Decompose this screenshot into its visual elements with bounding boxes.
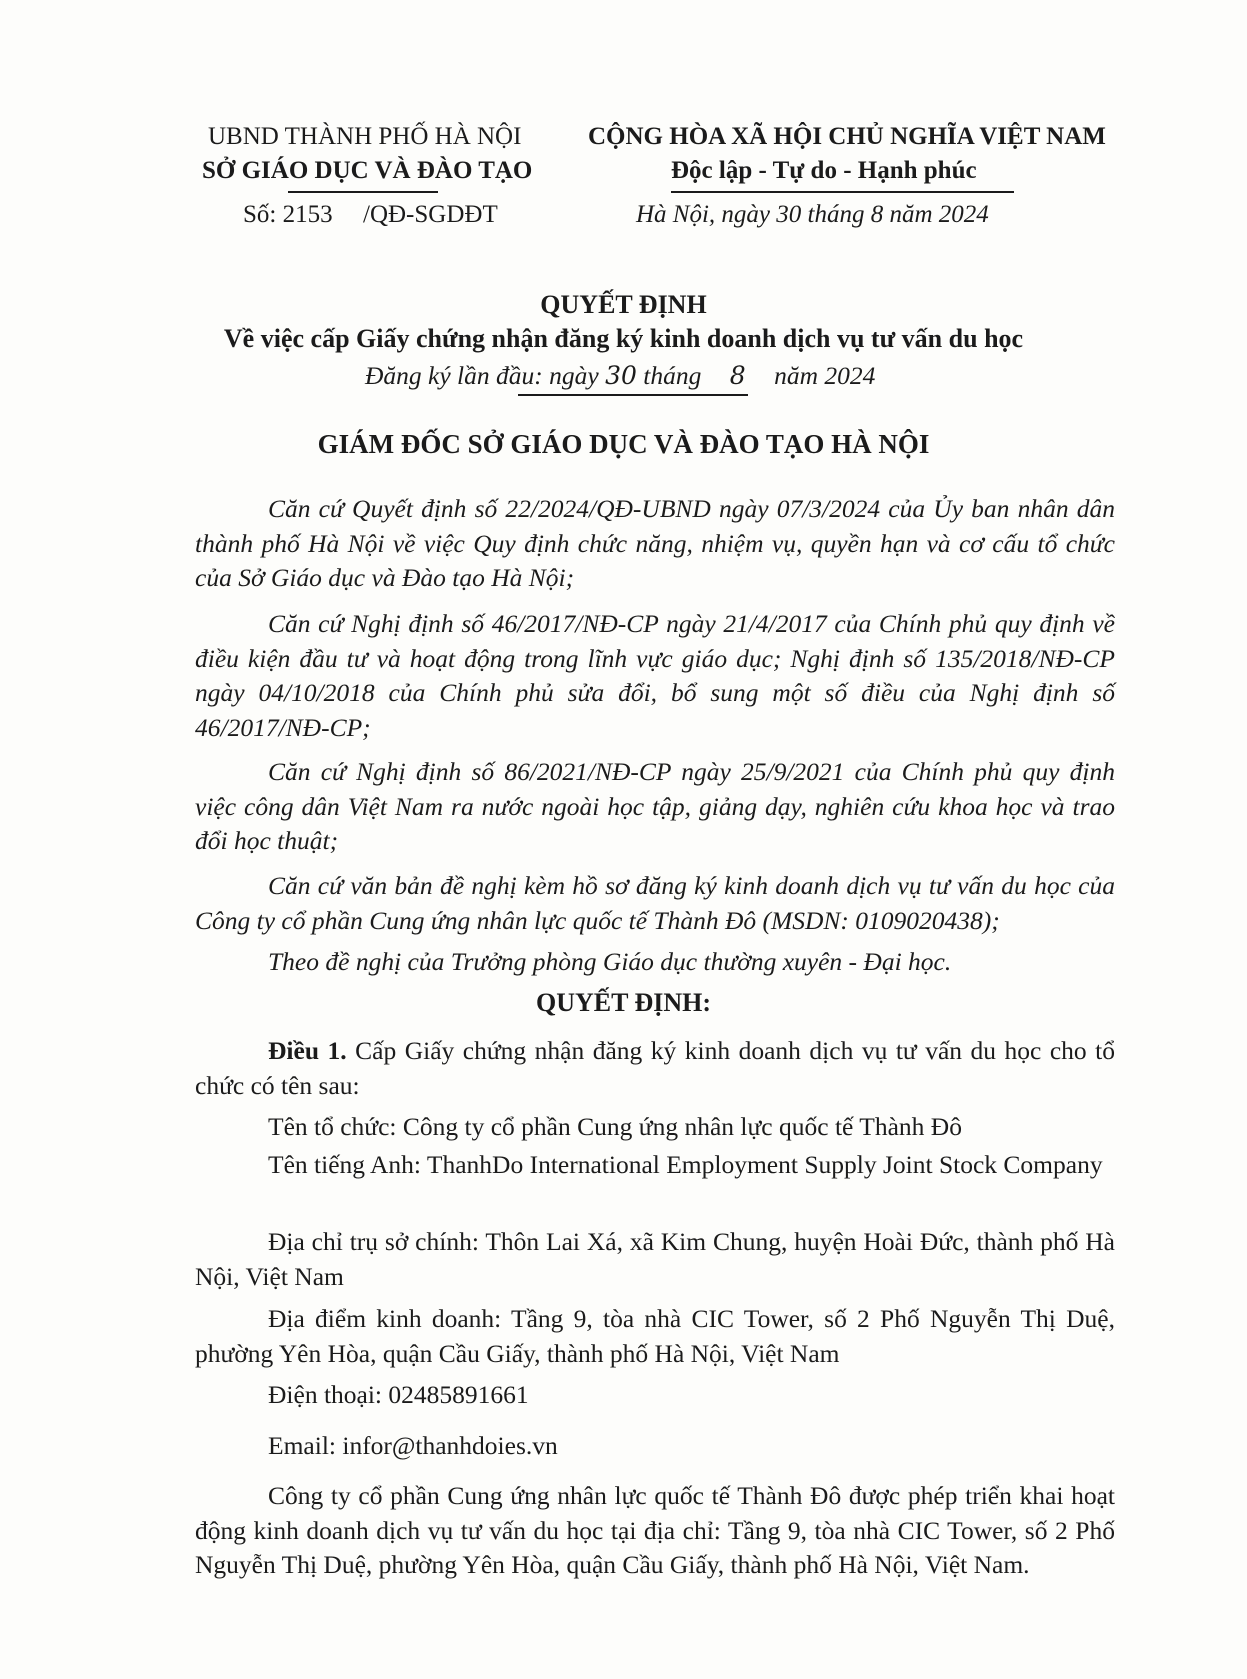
business-location: Địa điểm kinh doanh: Tầng 9, tòa nhà CIC Tower, số 2 Phố Nguyễn Thị Duệ, phường Yên Hòa, quận Cầu Giấy, thành phố Hà Nội, Việt Nam <box>195 1304 1115 1368</box>
motto-underline <box>671 191 1014 193</box>
legal-basis-4: Căn cứ văn bản đề nghị kèm hồ sơ đăng ký kinh doanh dịch vụ tư vấn du học của Công ty cổ phần Cung ứng nhân lực quốc tế Thành Đô (MSDN: 0109020438); <box>195 871 1115 935</box>
legal-basis-1: Căn cứ Quyết định số 22/2024/QĐ-UBND ngày 07/3/2024 của Ủy ban nhân dân thành phố Hà Nội về việc Quy định chức năng, nhiệm vụ, quyền hạn và cơ cấu tổ chức của Sở Giáo dục và Đào tạo Hà Nội; <box>195 494 1115 592</box>
document-subject: Về việc cấp Giấy chứng nhận đăng ký kinh doanh dịch vụ tư vấn du học <box>223 324 1024 353</box>
document-title: QUYẾT ĐỊNH <box>540 290 707 319</box>
head-office-address: Địa chỉ trụ sở chính: Thôn Lai Xá, xã Kim Chung, huyện Hoài Đức, thành phố Hà Nội, Việt Nam <box>195 1227 1115 1291</box>
registration-month-label: tháng <box>643 361 702 390</box>
registration-month: 8 <box>729 361 746 390</box>
decision-heading: QUYẾT ĐỊNH: <box>535 988 712 1017</box>
registration-day: 30 <box>605 361 637 390</box>
issuing-authority: GIÁM ĐỐC SỞ GIÁO DỤC VÀ ĐÀO TẠO HÀ NỘI <box>317 429 930 459</box>
email-address: Email: infor@thanhdoies.vn <box>268 1431 558 1460</box>
article-1 <box>195 1034 1115 1103</box>
english-name: Tên tiếng Anh: ThanhDo International Employment Supply Joint Stock Company <box>268 1150 1103 1179</box>
national-title: CỘNG HÒA XÃ HỘI CHỦ NGHĨA VIỆT NAM <box>588 123 1106 150</box>
registration-line <box>365 359 875 393</box>
legal-basis-3: Căn cứ Nghị định số 86/2021/NĐ-CP ngày 25/9/2021 của Chính phủ quy định việc công dân Việt Nam ra nước ngoài học tập, giảng dạy, nghiên cứu khoa học và trao đổi học thuật; <box>195 757 1115 855</box>
article-1-text: Cấp Giấy chứng nhận đăng ký kinh doanh dịch vụ tư vấn du học cho tổ chức có tên sau: <box>195 1036 1116 1100</box>
issuer-city: UBND THÀNH PHỐ HÀ NỘI <box>208 123 522 150</box>
legal-basis-2: Căn cứ Nghị định số 46/2017/NĐ-CP ngày 21/4/2017 của Chính phủ quy định về điều kiện đầu tư và hoạt động trong lĩnh vực giáo dục; Nghị định số 135/2018/NĐ-CP ngày 04/10/2018 của Chính phủ sửa đổi, bổ sung một số điều của Nghị định số 46/2017/NĐ-CP; <box>195 609 1115 742</box>
registration-year: năm 2024 <box>774 361 876 390</box>
registration-prefix: Đăng ký lần đầu: ngày <box>365 361 599 390</box>
legal-basis-5: Theo đề nghị của Trưởng phòng Giáo dục thường xuyên - Đại học. <box>268 947 952 976</box>
national-motto: Độc lập - Tự do - Hạnh phúc <box>671 157 977 184</box>
document-number-suffix: /QĐ-SGDĐT <box>363 201 498 228</box>
organization-name: Tên tổ chức: Công ty cổ phần Cung ứng nhân lực quốc tế Thành Đô <box>268 1112 962 1141</box>
registration-underline <box>518 394 748 396</box>
issue-date: Hà Nội, ngày 30 tháng 8 năm 2024 <box>636 201 989 228</box>
issuer-department: SỞ GIÁO DỤC VÀ ĐÀO TẠO <box>202 157 533 184</box>
article-1-label: Điều 1. <box>268 1036 347 1065</box>
issuer-underline <box>288 191 438 193</box>
document-number-prefix: Số: 2153 <box>243 201 333 228</box>
operating-permission: Công ty cổ phần Cung ứng nhân lực quốc tế Thành Đô được phép triển khai hoạt động kinh doanh dịch vụ tư vấn du học tại địa chỉ: Tầng 9, tòa nhà CIC Tower, số 2 Phố Nguyễn Thị Duệ, phường Yên Hòa, quận Cầu Giấy, thành phố Hà Nội, Việt Nam. <box>195 1481 1115 1579</box>
phone-number: Điện thoại: 02485891661 <box>268 1380 529 1409</box>
